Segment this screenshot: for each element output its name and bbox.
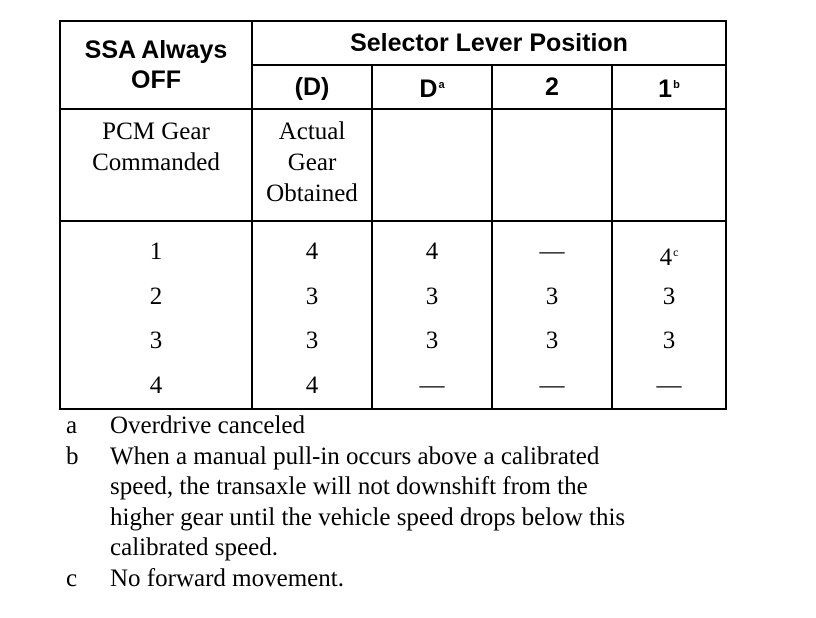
footnote-a xyxy=(66,411,766,442)
col-header-2: 2 xyxy=(492,65,612,109)
table-cell: 3 xyxy=(305,282,319,310)
corner-header xyxy=(60,21,252,109)
footnotes xyxy=(66,411,766,594)
footnote-ref-c: c xyxy=(673,245,679,259)
table-cell: — xyxy=(539,238,565,265)
table-cell: 3 xyxy=(149,327,163,354)
col-header-1: 1$^b$ xyxy=(612,65,726,109)
table-cell: 1 xyxy=(149,238,163,265)
table-cell: 4$^c$ xyxy=(659,244,679,271)
table-cell: 2 xyxy=(149,282,163,310)
footnote-key: b xyxy=(66,442,79,470)
table-cell: 4 xyxy=(149,371,163,399)
footnote-ref-a: a xyxy=(438,79,445,91)
table-cell: 3 xyxy=(425,282,439,310)
footnote-text: When a manual pull-in occurs above a calibrated speed, the transaxle will not downshift from the higher gear until the vehicle speed drops below this calibrated speed. xyxy=(110,442,626,561)
table-cell: 3 xyxy=(545,282,559,310)
empty-header-cell xyxy=(612,109,726,221)
table-cell: 4 xyxy=(305,371,319,399)
two-column xyxy=(492,221,612,409)
table-cell: 3 xyxy=(662,327,676,354)
corner-header-line2: OFF xyxy=(131,66,181,94)
table-cell: 4 xyxy=(425,238,439,265)
col-header-d-paren: (D) xyxy=(252,65,372,109)
table-cell: 3 xyxy=(662,282,676,310)
footnote-text: Overdrive canceled xyxy=(110,412,306,439)
empty-header-cell xyxy=(492,109,612,221)
table-cell: 3 xyxy=(305,327,319,354)
table-cell: 4 xyxy=(305,238,319,265)
table-cell: — xyxy=(539,371,565,399)
empty-header-cell xyxy=(372,109,492,221)
commanded-gear-column xyxy=(60,221,252,409)
footnote-c xyxy=(66,564,766,595)
pcm-gear-commanded-header: PCM Gear Commanded xyxy=(60,109,252,221)
table-cell: 3 xyxy=(545,327,559,354)
one-column xyxy=(612,221,726,409)
selector-lever-position-header: Selector Lever Position xyxy=(252,21,726,65)
table-cell: — xyxy=(419,371,445,399)
table-cell: 3 xyxy=(425,327,439,354)
footnote-text: No forward movement. xyxy=(110,564,344,592)
footnote-key: c xyxy=(66,564,78,592)
footnote-ref-b: b xyxy=(673,79,680,91)
selector-lever-table xyxy=(59,20,727,410)
d-paren-column xyxy=(252,221,372,409)
d-column xyxy=(372,221,492,409)
footnote-key: a xyxy=(66,412,78,439)
actual-gear-obtained-header: Actual Gear Obtained xyxy=(252,109,372,221)
col-header-d: $D^a$ xyxy=(372,65,492,109)
corner-header-line1: SSA Always xyxy=(84,36,228,64)
table-cell: — xyxy=(656,371,682,399)
footnote-b xyxy=(66,442,766,564)
